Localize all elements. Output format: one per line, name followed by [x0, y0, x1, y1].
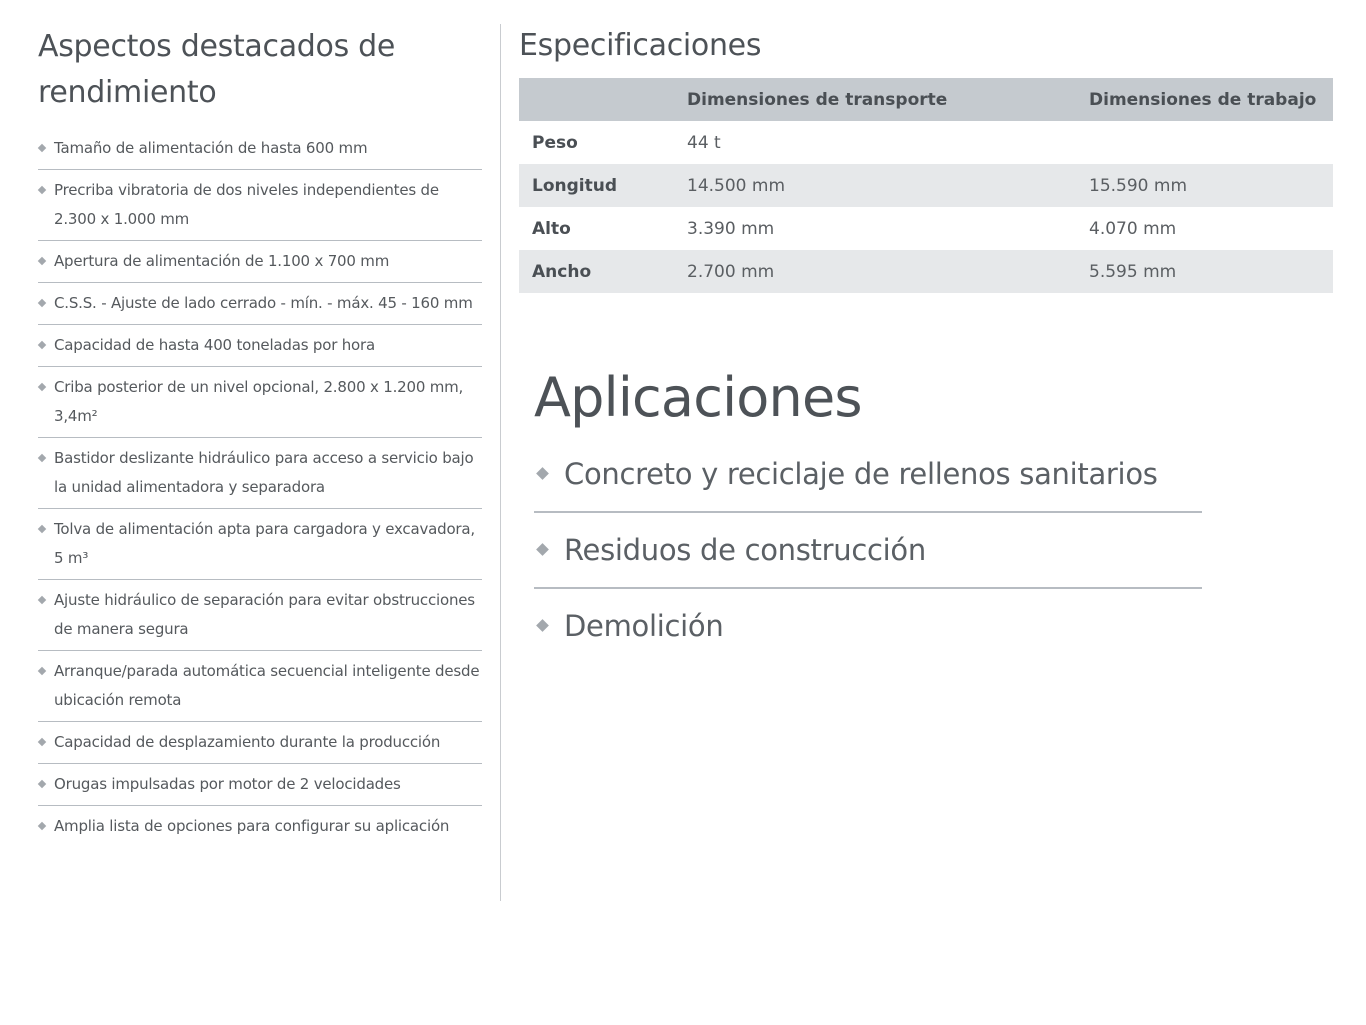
working-value: 5.595 mm: [1076, 250, 1333, 293]
highlight-text: Amplia lista de opciones para configurar su aplicación: [54, 817, 450, 835]
highlight-item: [38, 580, 482, 651]
table-row: [519, 250, 1333, 293]
highlight-text: Capacidad de desplazamiento durante la producción: [54, 733, 441, 751]
highlight-text: C.S.S. - Ajuste de lado cerrado - mín. - máx. 45 - 160 mm: [54, 294, 473, 312]
highlight-item: [38, 438, 482, 509]
diamond-bullet-icon: [38, 667, 46, 675]
table-row: [519, 164, 1333, 207]
diamond-bullet-icon: [38, 780, 46, 788]
highlight-text: Bastidor deslizante hidráulico para acceso a servicio bajo la unidad alimentadora y separadora: [54, 449, 474, 496]
application-item: [534, 452, 1202, 513]
table-row: [519, 121, 1333, 164]
applications-list: [534, 452, 1202, 663]
diamond-bullet-icon: [38, 341, 46, 349]
diamond-bullet-icon: [38, 738, 46, 746]
diamond-bullet-icon: [536, 467, 549, 480]
working-value: 15.590 mm: [1076, 164, 1333, 207]
highlight-text: Criba posterior de un nivel opcional, 2.800 x 1.200 mm, 3,4m²: [54, 378, 464, 425]
applications-title: Aplicaciones: [534, 366, 862, 429]
diamond-bullet-icon: [38, 822, 46, 830]
application-item: [534, 604, 1202, 663]
diamond-bullet-icon: [38, 525, 46, 533]
highlights-list: [38, 128, 482, 847]
diamond-bullet-icon: [536, 543, 549, 556]
specifications-table: [519, 78, 1333, 293]
row-label: Alto: [532, 218, 571, 239]
row-label: Ancho: [519, 250, 674, 293]
diamond-bullet-icon: [38, 383, 46, 391]
transport-value: 2.700 mm: [674, 250, 1076, 293]
working-value: [1076, 121, 1333, 164]
highlight-item: [38, 283, 482, 325]
highlight-item: [38, 241, 482, 283]
highlight-text: Tamaño de alimentación de hasta 600 mm: [54, 139, 368, 157]
header-empty-cell: [519, 78, 674, 121]
diamond-bullet-icon: [38, 186, 46, 194]
highlight-text: Precriba vibratoria de dos niveles independientes de 2.300 x 1.000 mm: [54, 181, 439, 228]
highlight-item: [38, 651, 482, 722]
header-working-dimensions: Dimensiones de trabajo: [1076, 78, 1333, 121]
highlight-item: [38, 367, 482, 438]
diamond-bullet-icon: [38, 454, 46, 462]
highlights-title: Aspectos destacados de rendimiento: [38, 29, 396, 110]
diamond-bullet-icon: [38, 257, 46, 265]
highlight-item: [38, 170, 482, 241]
application-text: Concreto y reciclaje de rellenos sanitarios: [564, 457, 1158, 491]
application-item: [534, 528, 1202, 589]
diamond-bullet-icon: [38, 596, 46, 604]
diamond-bullet-icon: [536, 619, 549, 632]
highlight-item: [38, 509, 482, 580]
highlight-text: Capacidad de hasta 400 toneladas por hora: [54, 336, 375, 354]
highlight-text: Ajuste hidráulico de separación para evitar obstrucciones de manera segura: [54, 591, 475, 638]
highlight-text: Arranque/parada automática secuencial inteligente desde ubicación remota: [54, 662, 480, 709]
specifications-title: Especificaciones: [519, 28, 762, 63]
row-label: Peso: [532, 132, 578, 153]
header-transport-dimensions: Dimensiones de transporte: [674, 78, 1076, 121]
highlight-text: Tolva de alimentación apta para cargadora y excavadora, 5 m³: [54, 520, 475, 567]
highlight-text: Apertura de alimentación de 1.100 x 700 mm: [54, 252, 390, 270]
diamond-bullet-icon: [38, 144, 46, 152]
transport-value: 3.390 mm: [687, 218, 775, 239]
highlight-text: Orugas impulsadas por motor de 2 velocidades: [54, 775, 401, 793]
column-divider: [500, 24, 501, 901]
diamond-bullet-icon: [38, 299, 46, 307]
highlight-item: [38, 128, 482, 170]
working-value: 4.070 mm: [1089, 218, 1177, 239]
application-text: Demolición: [564, 609, 724, 643]
specifications-section: [519, 24, 1333, 293]
transport-value: 44 t: [687, 132, 721, 153]
highlight-item: [38, 764, 482, 806]
application-text: Residuos de construcción: [564, 533, 926, 567]
performance-highlights-section: [38, 24, 482, 847]
table-row: [519, 207, 1333, 250]
row-label: Longitud: [519, 164, 674, 207]
transport-value: 14.500 mm: [674, 164, 1076, 207]
highlight-item: [38, 722, 482, 764]
applications-section: [534, 358, 1202, 678]
table-header-row: [519, 78, 1333, 121]
highlight-item: [38, 806, 482, 847]
highlight-item: [38, 325, 482, 367]
